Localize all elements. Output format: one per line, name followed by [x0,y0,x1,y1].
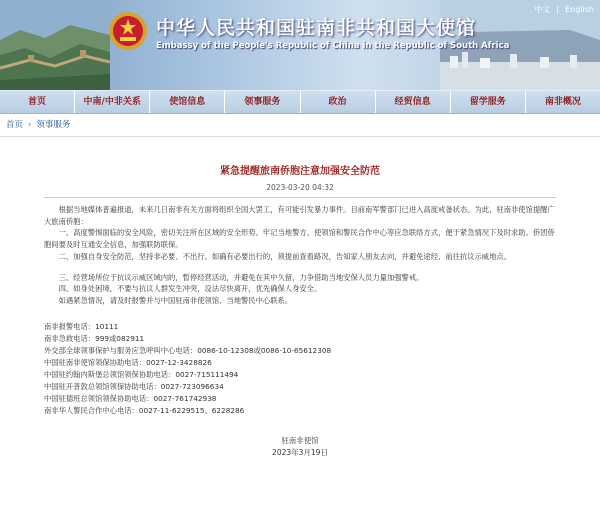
header-banner [0,0,600,90]
nav-item-relations[interactable]: 中南/中非关系 [75,91,150,113]
contact-number: 999或082911 [95,333,145,343]
article-signature-date: 2023年3月19日 [272,447,328,457]
article-title: 紧急提醒旅南侨胞注意加强安全防范 [220,166,380,177]
nav-item-trade[interactable]: 经贸信息 [376,91,451,113]
article-signature: 驻南非使馆 [281,435,319,445]
article-date: 2023-03-20 04:32 [266,183,334,192]
nav-item-embassy-info[interactable]: 使馆信息 [150,91,225,113]
language-switch [528,4,594,15]
contact-label: 中国驻德班总领馆领保协助电话： [44,393,154,403]
lang-chinese-link[interactable]: 中文 [534,5,551,14]
great-wall-image [0,0,110,90]
article-paragraph-5: 如遇紧急情况，请及时报警并与中国驻南非使领馆、当地警民中心联系。 [58,295,293,305]
nav-item-consular[interactable]: 领事服务 [225,91,300,113]
contact-label: 南非报警电话： [44,321,96,331]
contact-item [44,345,556,357]
article [0,162,600,459]
contact-label: 中国驻开普敦总领馆领保协助电话： [44,381,161,391]
contact-number: 0027-761742938 [153,393,217,403]
contact-list [44,321,556,417]
contact-number: 0027-11-6229515、6228286 [138,405,245,415]
article-paragraph-3: 三、经营场所位于抗议示威区域内的，暂停经营活动，并避免在其中久留，力争借助当地安保人员力量加强警戒。 [58,272,424,282]
contact-label: 中国驻南非使馆领保协助电话： [44,357,147,367]
article-paragraph-4: 四、如身处困境，不要与抗议人群发生冲突，设法尽快离开，优先确保人身安全。 [58,284,322,294]
article-paragraph-intro: 根据当地媒体普遍报道，未来几日南非有关方面将组织全国大罢工，有可能引发暴力事件。目前南军警部门已进入高度戒备状态。为此，驻南非使馆提醒广大旅南侨胞： [44,205,555,226]
article-paragraph-1: 一、高度警惕面临的安全风险，密切关注所在区域的安全形势。牢记当地警方、使领馆和警民合作中心等应急联络方式，便于紧急情况下及时求助。侨团侨胞间要及时互通安全信息，加强联防联保。 [44,228,555,250]
contact-item [44,357,556,369]
contact-number: 0027-723096634 [160,381,224,391]
contact-item [44,369,556,381]
contact-item [44,381,556,393]
contact-label: 南非华人警民合作中心电话： [44,405,139,415]
contact-item [44,321,556,333]
contact-item [44,393,556,405]
contact-number: 0027-12-3428826 [146,357,212,367]
contact-label: 中国驻约翰内斯堡总领馆领保协助电话： [44,369,176,379]
breadcrumb-home-link[interactable]: 首页 [6,120,24,130]
contact-number: 0086-10-12308或0086-10-65612308 [197,345,332,355]
title-divider [44,197,556,198]
site-title-cn: 中华人民共和国驻南非共和国大使馆 [156,17,477,39]
contact-label: 南非急救电话： [44,333,96,343]
lang-separator: | [556,5,560,14]
national-emblem-icon [108,11,148,51]
article-paragraph-2: 二、加强自身安全防范，坚持非必要、不出行。如确有必要出行的，须提前查看路况，告知家人朋友去向，并避免途经、前往抗议示威地点。 [58,251,511,261]
nav-item-politics[interactable]: 政治 [301,91,376,113]
nav-item-home[interactable]: 首页 [0,91,75,113]
contact-number: 0027-715111494 [175,369,239,379]
contact-label: 外交部全球领事保护与服务应急呼叫中心电话： [44,345,198,355]
nav-item-south-africa[interactable]: 南非概况 [544,97,581,107]
breadcrumb [0,114,600,137]
nav-item-study[interactable]: 留学服务 [451,91,526,113]
breadcrumb-separator: › [28,120,32,130]
lang-english-link[interactable]: English [565,5,594,14]
contact-item [44,405,556,417]
main-nav [0,90,600,114]
contact-item [44,333,556,345]
breadcrumb-consular-link[interactable]: 领事服务 [36,120,71,130]
site-title-en: Embassy of the People's Republic of China in the Republic of South Africa [156,41,510,51]
contact-number: 10111 [95,321,119,331]
